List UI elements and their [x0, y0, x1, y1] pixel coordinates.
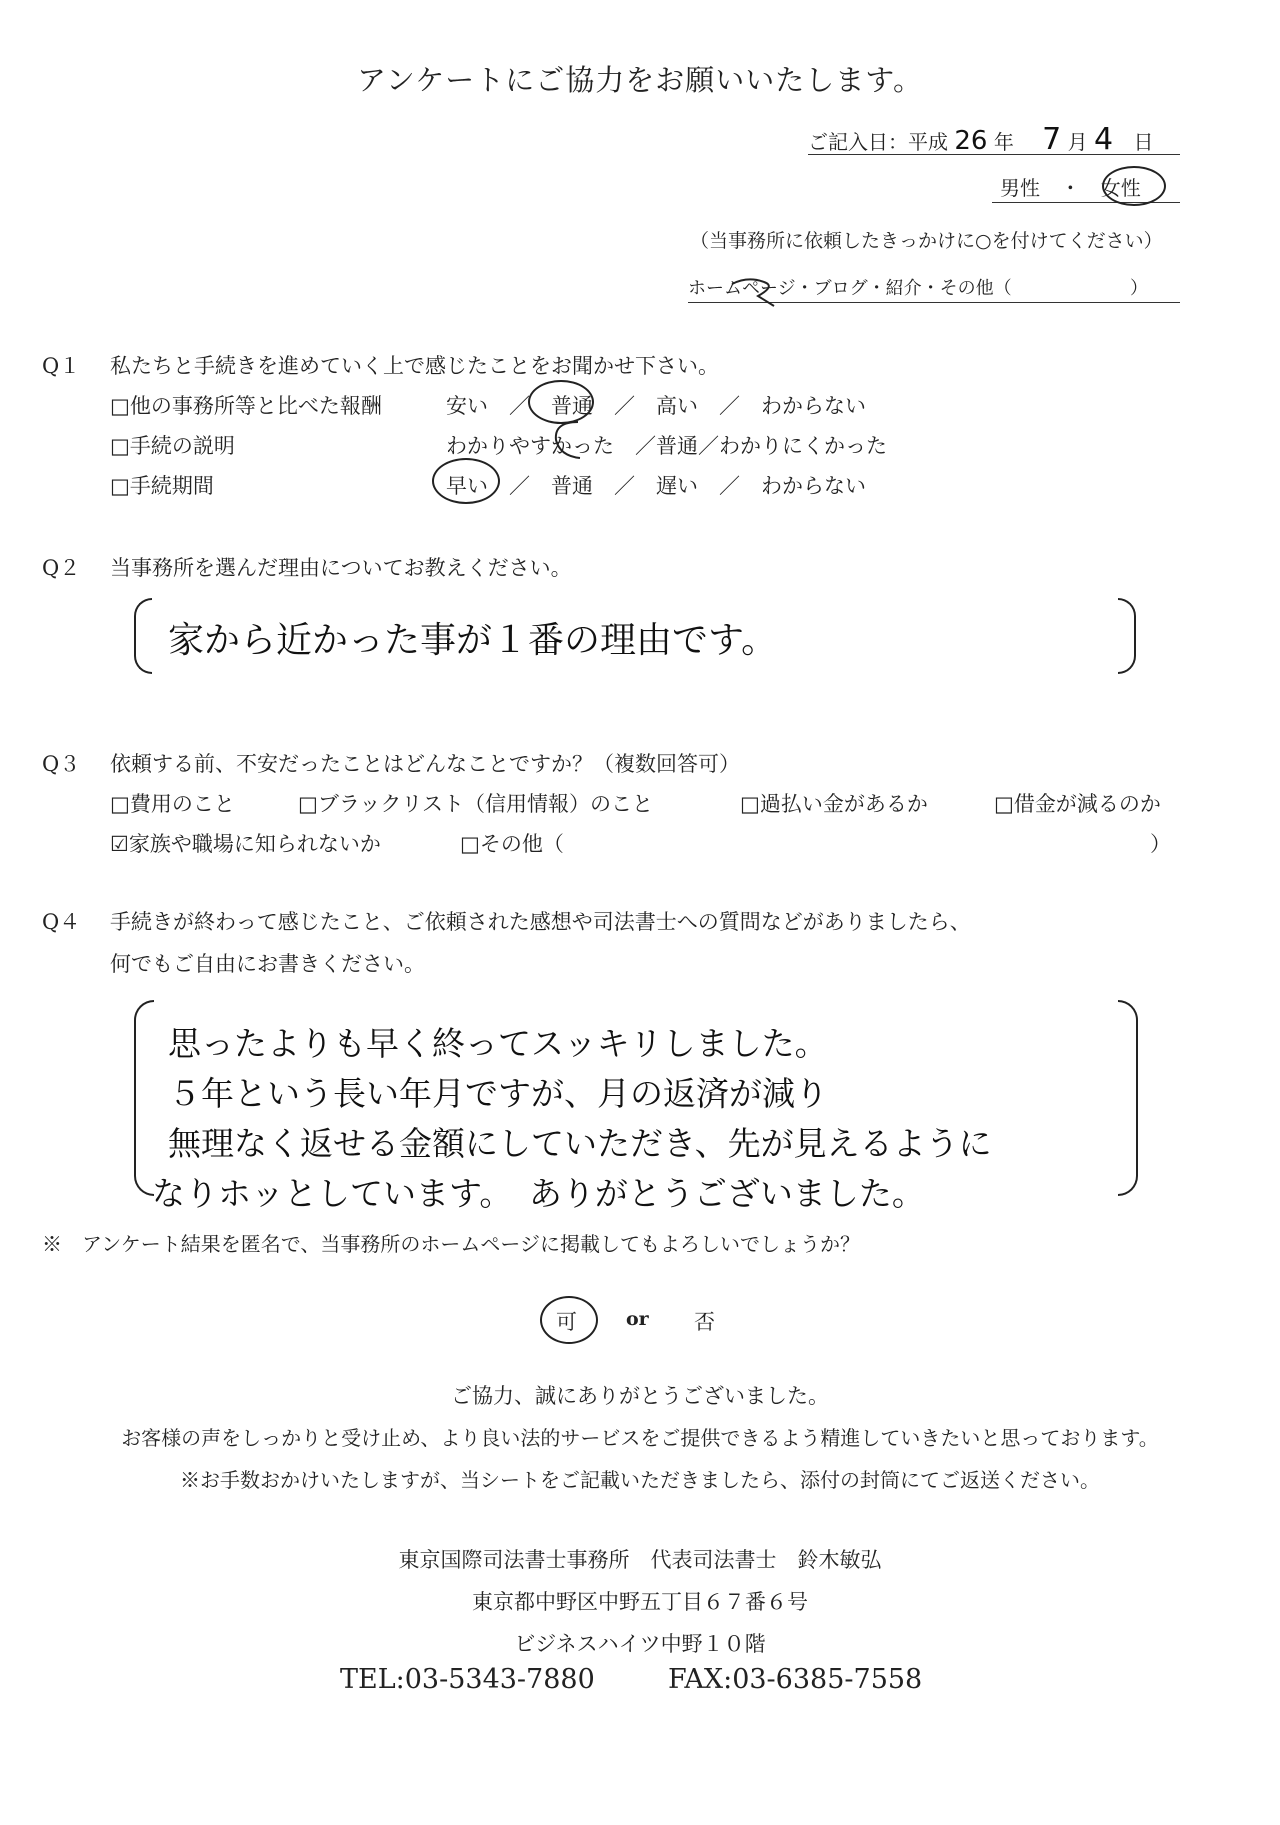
q3-option-debt-reduce: □借金が減るのか	[994, 792, 1161, 816]
q1-explain-label: □手続の説明	[110, 434, 235, 458]
q1-explain-options: わかりやすかった ／普通／わかりにくかった	[446, 434, 887, 458]
q4-question-line1: 手続きが終わって感じたこと、ご依頼された感想や司法書士への質問などがありましたら、	[110, 910, 971, 934]
q4-answer-line4: なりホッとしています。 ありがとうございました。	[152, 1174, 925, 1213]
q1-fee-label: □他の事務所等と比べた報酬	[110, 394, 382, 418]
q3-option-other: □その他（	[460, 832, 564, 856]
q1-period-label: □手続期間	[110, 474, 214, 498]
q4-answer-line3: 無理なく返せる金額にしていただき、先が見えるように	[168, 1124, 992, 1163]
q4-number: Q４	[42, 910, 81, 934]
footer-thanks: ご協力、誠にありがとうございました。	[451, 1384, 829, 1408]
q1-question: 私たちと手続きを進めていく上で感じたことをお聞かせ下さい。	[110, 354, 719, 378]
survey-title: アンケートにご協力をお願いいたします。	[357, 63, 923, 97]
date-label: ご記入日：平成	[808, 130, 948, 154]
office-building: ビジネスハイツ中野１０階	[514, 1632, 766, 1656]
q2-bracket-left	[134, 598, 152, 674]
q4-answer-line2: ５年という長い年月ですが、月の返済が減り	[168, 1074, 828, 1113]
q4-bracket-right	[1118, 1000, 1138, 1196]
q1-period-circle-mark	[432, 458, 500, 504]
q1-number: Q１	[42, 354, 81, 378]
q1-fee-options: 安い ／ 普通 ／ 高い ／ わからない	[446, 394, 866, 418]
office-name: 東京国際司法書士事務所 代表司法書士 鈴木敏弘	[398, 1548, 882, 1572]
q3-option-overpayment: □過払い金があるか	[740, 792, 928, 816]
trigger-close: ）	[1130, 278, 1148, 299]
q2-handwritten-answer: 家から近かった事が１番の理由です。	[168, 620, 778, 661]
q3-option-blacklist: □ブラックリスト（信用情報）のこと	[298, 792, 653, 816]
q4-answer-line1: 思ったよりも早く終ってスッキリしました。	[168, 1024, 828, 1063]
gender-separator: ・	[1060, 176, 1081, 200]
q2-question: 当事務所を選んだ理由についてお教えください。	[110, 556, 572, 580]
publish-question: ※ アンケート結果を匿名で、当事務所のホームページに掲載してもよろしいでしょうか？	[42, 1232, 860, 1256]
q2-bracket-right	[1118, 598, 1136, 674]
office-tel: TEL:03-5343-7880	[340, 1664, 595, 1695]
office-fax: FAX:03-6385-7558	[668, 1664, 923, 1695]
publish-or: or	[626, 1308, 649, 1330]
q3-question: 依頼する前、不安だったことはどんなことですか？（複数回答可）	[110, 752, 740, 776]
trigger-prompt: （当事務所に依頼したきっかけに○を付けてください）	[690, 230, 1163, 252]
q3-option-other-close: ）	[1150, 832, 1171, 856]
gender-female: 女性	[1100, 176, 1141, 200]
q3-number: Q３	[42, 752, 81, 776]
publish-yes-circle-mark	[540, 1296, 598, 1344]
footer-return-note: ※お手数おかけいたしますが、当シートをご記載いただきましたら、添付の封筒にてご返送ください。	[180, 1468, 1100, 1492]
trigger-options: ホームページ・ブログ・紹介・その他（	[688, 278, 1012, 299]
office-address: 東京都中野区中野五丁目６７番６号	[472, 1590, 808, 1614]
q4-bracket-left	[134, 1000, 154, 1196]
publish-no: 否	[694, 1310, 715, 1334]
q4-question-line2: 何でもご自由にお書きください。	[110, 952, 425, 976]
publish-yes: 可	[556, 1310, 577, 1334]
q1-explain-check-mark	[548, 418, 598, 468]
date-day: 4	[1093, 122, 1114, 157]
footer-message: お客様の声をしっかりと受け止め、より良い法的サービスをご提供できるよう精進していきたいと思っております。	[121, 1426, 1159, 1450]
date-month-unit: 月	[1067, 130, 1088, 154]
gender-male: 男性	[1000, 176, 1040, 200]
date-line	[808, 122, 1180, 155]
homepage-check-mark	[728, 262, 788, 312]
female-circle-mark	[1102, 166, 1166, 206]
date-year-unit: 年	[993, 130, 1014, 154]
date-day-unit: 日	[1133, 130, 1154, 154]
date-month: 7	[1042, 122, 1062, 157]
q2-number: Q２	[42, 556, 81, 580]
date-year: 26	[954, 126, 988, 156]
q3-option-cost: □費用のこと	[110, 792, 235, 816]
q3-option-family-work: ☑家族や職場に知られないか	[110, 832, 381, 856]
q1-period-options: 早い ／ 普通 ／ 遅い ／ わからない	[446, 474, 866, 498]
